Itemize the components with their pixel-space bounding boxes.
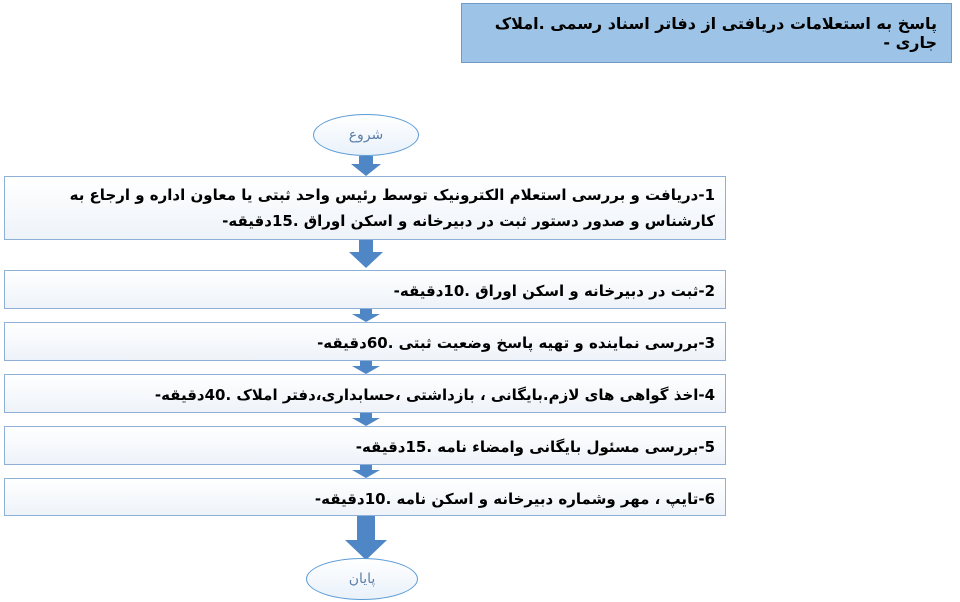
arrow-step3-to-step4: [352, 361, 380, 374]
start-label: شروع: [348, 127, 384, 143]
start-node: [313, 114, 419, 156]
step-1: [4, 176, 726, 240]
arrow-start-to-step1: [351, 156, 381, 176]
end-label: پایان: [348, 571, 376, 587]
step-2: [4, 270, 726, 309]
step-4-text: 4-اخذ گواهی های لازم.بایگانی ، بازداشتی ،حسابداری،دفتر املاک .40دقیقه-: [154, 386, 715, 404]
step-6: [4, 478, 726, 516]
arrow-step2-to-step3: [352, 309, 380, 322]
arrow-step6-to-end: [345, 516, 387, 560]
step-3: [4, 322, 726, 361]
step-6-text: 6-تایپ ، مهر وشماره دبیرخانه و اسکن نامه .10دقیقه-: [314, 490, 715, 508]
step-1-text: 1-دریافت و بررسی استعلام الکترونیک توسط رئیس واحد ثبتی یا معاون اداره و ارجاع به کارشناس و صدور دستور ثبت در دبیرخانه و اسکن اوراق .15دقیقه-: [69, 186, 715, 230]
step-3-text: 3-بررسی نماینده و تهیه پاسخ وضعیت ثبتی .60دقیقه-: [317, 334, 715, 352]
step-2-text: 2-ثبت در دبیرخانه و اسکن اوراق .10دقیقه-: [393, 282, 715, 300]
step-4: [4, 374, 726, 413]
arrow-step4-to-step5: [352, 413, 380, 426]
arrow-step5-to-step6: [352, 465, 380, 478]
end-node: [306, 558, 418, 600]
step-5-text: 5-بررسی مسئول بایگانی وامضاء نامه .15دقیقه-: [355, 438, 715, 456]
arrow-step1-to-step2: [349, 240, 383, 268]
step-5: [4, 426, 726, 465]
diagram-title: پاسخ به استعلامات دریافتی از دفاتر اسناد رسمی .املاک جاری -: [461, 3, 952, 63]
